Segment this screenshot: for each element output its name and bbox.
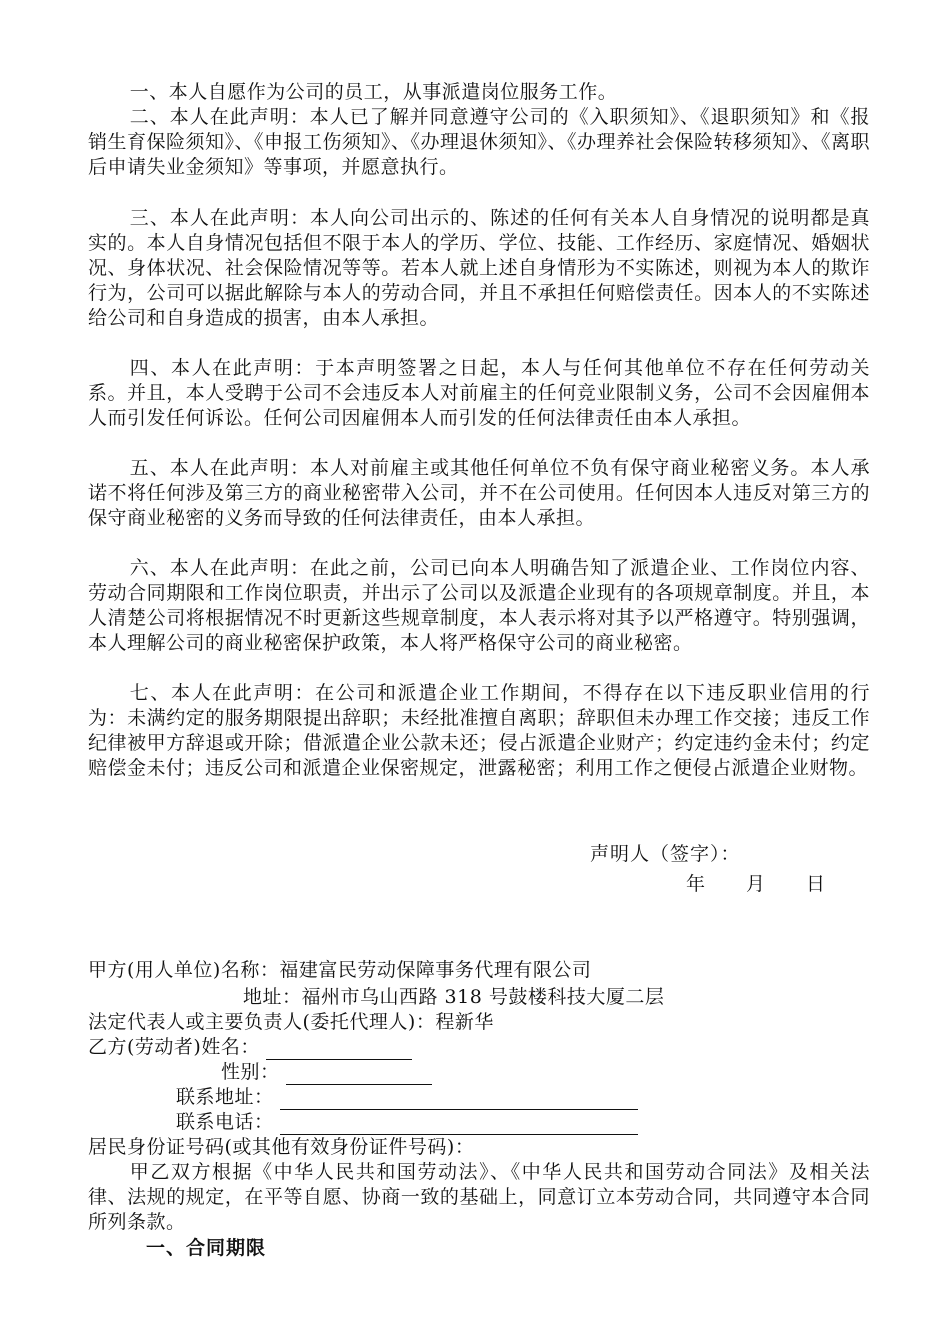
contact-phone-label: 联系电话： bbox=[176, 1111, 274, 1133]
party-a-name-value: 福建富民劳动保障事务代理有限公司 bbox=[279, 959, 592, 981]
party-a-name-label: 甲方(用人单位)名称： bbox=[88, 959, 280, 981]
declaration-item-6: 六、本人在此声明：在此之前，公司已向本人明确告知了派遣企业、工作岗位内容、劳动合同期限和工作岗位职责，并出示了公司以及派遣企业现有的各项规章制度。并且，本人清楚公司将根据情况不时更新这些规章制度，本人表示将对其予以严格遵守。特别强调，本人理解公司的商业秘密保护政策，本人将严格保守公司的商业秘密。 bbox=[88, 557, 870, 654]
address-value: 福州市乌山西路 318 号鼓楼科技大厦二层 bbox=[301, 986, 665, 1008]
declaration-item-2: 二、本人在此声明：本人已了解并同意遵守公司的《入职须知》、《退职须知》和《报销生育保险须知》、《申报工伤须知》、《办理退休须知》、《办理养社会保险转移须知》、《离职后申请失业金须知》等事项，并愿意执行。 bbox=[88, 106, 871, 178]
legal-rep-value: 程新华 bbox=[435, 1011, 494, 1033]
party-b-name-field[interactable] bbox=[266, 1039, 412, 1060]
address-label: 地址： bbox=[243, 986, 302, 1008]
contact-address-label: 联系地址： bbox=[176, 1086, 274, 1108]
contact-address-row bbox=[176, 1085, 638, 1110]
declaration-item-3: 三、本人在此声明：本人向公司出示的、陈述的任何有关本人自身情况的说明都是真实的。本人自身情况包括但不限于本人的学历、学位、技能、工作经历、家庭情况、婚姻状况、身体状况、社会保险情况等等。若本人就上述自身情形为不实陈述，则视为本人的欺诈行为，公司可以据此解除与本人的劳动合同，并且不承担任何赔偿责任。因本人的不实陈述给公司和自身造成的损害，由本人承担。 bbox=[88, 207, 870, 329]
declaration-item-1: 一、本人自愿作为公司的员工，从事派遣岗位服务工作。 bbox=[129, 81, 618, 103]
contact-phone-field[interactable] bbox=[280, 1114, 638, 1135]
party-a-name-row bbox=[88, 958, 591, 983]
party-b-name-label: 乙方(劳动者)姓名： bbox=[88, 1036, 260, 1058]
party-a-address-row bbox=[243, 985, 664, 1010]
gender-label: 性别： bbox=[221, 1061, 280, 1083]
contact-address-field[interactable] bbox=[280, 1089, 638, 1110]
legal-rep-label: 法定代表人或主要负责人(委托代理人)： bbox=[88, 1011, 436, 1033]
id-number-label: 居民身份证号码(或其他有效身份证件号码)： bbox=[88, 1136, 475, 1158]
signature-date: 年 月 日 bbox=[686, 873, 827, 895]
id-number-row bbox=[88, 1135, 474, 1160]
signature-label: 声明人（签字）： bbox=[590, 843, 741, 865]
gender-field[interactable] bbox=[286, 1064, 432, 1085]
contract-preamble: 甲乙双方根据《中华人民共和国劳动法》、《中华人民共和国劳动合同法》及相关法律、法规的规定，在平等自愿、协商一致的基础上，同意订立本劳动合同，共同遵守本合同所列条款。 bbox=[88, 1161, 870, 1233]
contact-phone-row bbox=[176, 1110, 638, 1135]
section-heading-contract-term: 一、合同期限 bbox=[146, 1237, 267, 1259]
gender-row bbox=[221, 1060, 432, 1085]
party-b-name-row bbox=[88, 1035, 412, 1060]
legal-rep-row bbox=[88, 1010, 494, 1035]
declaration-item-4: 四、本人在此声明：于本声明签署之日起，本人与任何其他单位不存在任何劳动关系。并且，本人受聘于公司不会违反本人对前雇主的任何竞业限制义务，公司不会因雇佣本人而引发任何诉讼。任何公司因雇佣本人而引发的任何法律责任由本人承担。 bbox=[88, 357, 870, 429]
declaration-item-5: 五、本人在此声明：本人对前雇主或其他任何单位不负有保守商业秘密义务。本人承诺不将任何涉及第三方的商业秘密带入公司，并不在公司使用。任何因本人违反对第三方的保守商业秘密的义务而导致的任何法律责任，由本人承担。 bbox=[88, 457, 870, 529]
declaration-item-7: 七、本人在此声明：在公司和派遣企业工作期间，不得存在以下违反职业信用的行为：未满约定的服务期限提出辞职；未经批准擅自离职；辞职但未办理工作交接；违反工作纪律被甲方辞退或开除；借派遣企业公款未还；侵占派遣企业财产；约定违约金未付；约定赔偿金未付；违反公司和派遣企业保密规定，泄露秘密；利用工作之便侵占派遣企业财物。 bbox=[88, 682, 870, 779]
